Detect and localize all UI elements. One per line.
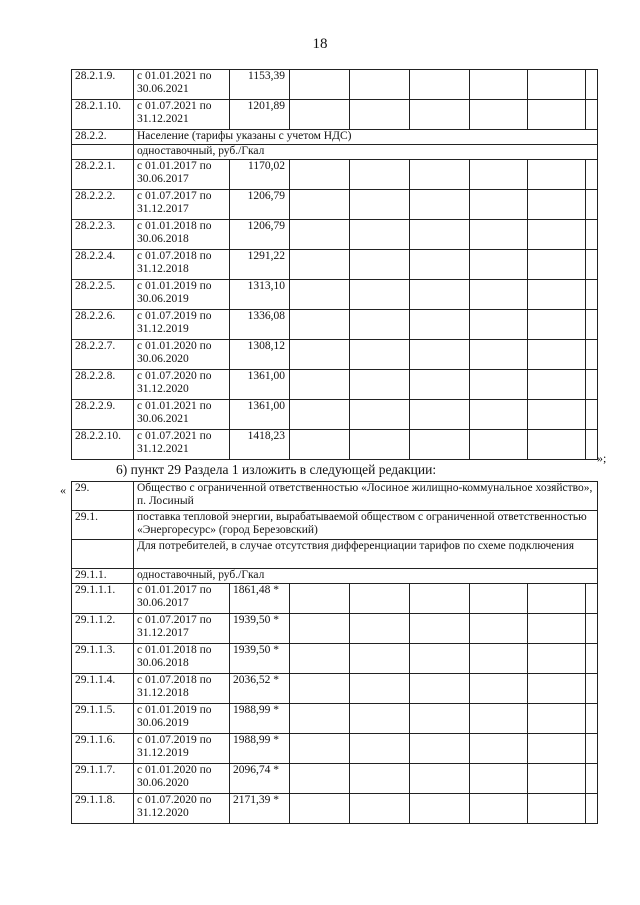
empty-cell: [528, 674, 586, 704]
empty-cell: [470, 250, 528, 280]
period-cell: с 01.01.2018 по 30.06.2018: [134, 220, 230, 250]
empty-cell: [350, 310, 410, 340]
empty-cell: [470, 190, 528, 220]
empty-cell: [470, 764, 528, 794]
row-number: 28.2.2.9.: [72, 400, 134, 430]
empty-cell: [410, 614, 470, 644]
empty-cell: [586, 160, 598, 190]
empty-cell: [470, 614, 528, 644]
tariff-value: 1988,99 *: [230, 734, 290, 764]
table-row: [72, 145, 598, 160]
tariff-value: 1153,39: [230, 70, 290, 100]
period-cell: с 01.01.2020 по 30.06.2020: [134, 764, 230, 794]
empty-cell: [410, 310, 470, 340]
empty-cell: [528, 340, 586, 370]
empty-cell: [470, 430, 528, 460]
tariff-value: 1291,22: [230, 250, 290, 280]
empty-cell: [586, 614, 598, 644]
table-row: [72, 704, 598, 734]
empty-cell: [470, 734, 528, 764]
empty-cell: [410, 220, 470, 250]
row-number: 29.1.1.5.: [72, 704, 134, 734]
period-cell: с 01.01.2021 по 30.06.2021: [134, 70, 230, 100]
empty-cell: [350, 614, 410, 644]
row-number: 29.1.1.8.: [72, 794, 134, 824]
empty-cell: [290, 644, 350, 674]
empty-cell: [410, 100, 470, 130]
row-description: Для потребителей, в случае отсутствия дифференциации тарифов по схеме подключения: [134, 540, 598, 569]
empty-cell: [528, 70, 586, 100]
empty-cell: [586, 250, 598, 280]
empty-cell: [586, 310, 598, 340]
tariff-value: 1939,50 *: [230, 644, 290, 674]
tariff-value: 1170,02: [230, 160, 290, 190]
section-heading: 6) пункт 29 Раздела 1 изложить в следующей редакции:: [116, 462, 437, 477]
empty-cell: [350, 400, 410, 430]
empty-cell: [528, 370, 586, 400]
empty-cell: [586, 340, 598, 370]
empty-cell: [410, 160, 470, 190]
empty-cell: [290, 280, 350, 310]
empty-cell: [350, 704, 410, 734]
table-row: [72, 100, 598, 130]
empty-cell: [470, 340, 528, 370]
table-row: [72, 614, 598, 644]
empty-cell: [290, 734, 350, 764]
period-cell: с 01.07.2020 по 31.12.2020: [134, 370, 230, 400]
empty-cell: [350, 100, 410, 130]
empty-cell: [350, 430, 410, 460]
tariff-value: 1418,23: [230, 430, 290, 460]
row-description: Население (тарифы указаны с учетом НДС): [134, 130, 598, 145]
row-description: поставка тепловой энергии, вырабатываемой обществом с ограниченной ответственностью «Энергоресурс» (город Березовский): [134, 511, 598, 540]
tariff-value: 1988,99 *: [230, 704, 290, 734]
table-row: [72, 250, 598, 280]
empty-cell: [350, 644, 410, 674]
row-number: [72, 145, 134, 160]
tariff-value: 1313,10: [230, 280, 290, 310]
table-row: [72, 482, 598, 511]
row-number: 29.1.: [72, 511, 134, 540]
row-number: 29.1.1.7.: [72, 764, 134, 794]
empty-cell: [410, 644, 470, 674]
page-number: 18: [312, 36, 328, 52]
empty-cell: [410, 70, 470, 100]
empty-cell: [586, 794, 598, 824]
period-cell: с 01.01.2017 по 30.06.2017: [134, 584, 230, 614]
period-cell: с 01.07.2018 по 31.12.2018: [134, 250, 230, 280]
empty-cell: [470, 370, 528, 400]
table-row: [72, 584, 598, 614]
empty-cell: [586, 674, 598, 704]
empty-cell: [586, 400, 598, 430]
table-row: [72, 310, 598, 340]
empty-cell: [410, 794, 470, 824]
table-row: [72, 794, 598, 824]
row-number: 28.2.2.5.: [72, 280, 134, 310]
empty-cell: [290, 794, 350, 824]
empty-cell: [470, 70, 528, 100]
row-description: одноставочный, руб./Гкал: [134, 145, 598, 160]
empty-cell: [290, 430, 350, 460]
row-number: 28.2.1.10.: [72, 100, 134, 130]
period-cell: с 01.07.2019 по 31.12.2019: [134, 734, 230, 764]
empty-cell: [350, 794, 410, 824]
empty-cell: [350, 160, 410, 190]
tariff-value: 1206,79: [230, 190, 290, 220]
period-cell: с 01.01.2017 по 30.06.2017: [134, 160, 230, 190]
table-row: [72, 280, 598, 310]
empty-cell: [586, 704, 598, 734]
empty-cell: [290, 340, 350, 370]
empty-cell: [470, 704, 528, 734]
empty-cell: [528, 190, 586, 220]
empty-cell: [350, 674, 410, 704]
tariff-value: 1861,48 *: [230, 584, 290, 614]
tariff-value: 1308,12: [230, 340, 290, 370]
table-row: [72, 569, 598, 584]
table-row: [72, 370, 598, 400]
opening-quote-mark: «: [60, 483, 66, 497]
period-cell: с 01.01.2018 по 30.06.2018: [134, 644, 230, 674]
empty-cell: [470, 794, 528, 824]
empty-cell: [410, 734, 470, 764]
empty-cell: [470, 280, 528, 310]
empty-cell: [290, 160, 350, 190]
empty-cell: [290, 220, 350, 250]
tariff-table-29: [71, 481, 598, 824]
empty-cell: [470, 584, 528, 614]
empty-cell: [528, 220, 586, 250]
row-number: 29.: [72, 482, 134, 511]
empty-cell: [410, 584, 470, 614]
empty-cell: [470, 674, 528, 704]
tariff-value: 2096,74 *: [230, 764, 290, 794]
table-row: [72, 70, 598, 100]
period-cell: с 01.07.2017 по 31.12.2017: [134, 190, 230, 220]
empty-cell: [410, 370, 470, 400]
empty-cell: [290, 100, 350, 130]
empty-cell: [290, 250, 350, 280]
empty-cell: [410, 704, 470, 734]
empty-cell: [290, 614, 350, 644]
row-number: 28.2.2.6.: [72, 310, 134, 340]
empty-cell: [410, 340, 470, 370]
tariff-value: 2171,39 *: [230, 794, 290, 824]
empty-cell: [470, 400, 528, 430]
empty-cell: [528, 614, 586, 644]
table-row: [72, 130, 598, 145]
empty-cell: [586, 644, 598, 674]
empty-cell: [528, 310, 586, 340]
row-number: 29.1.1.6.: [72, 734, 134, 764]
period-cell: с 01.07.2021 по 31.12.2021: [134, 100, 230, 130]
empty-cell: [350, 250, 410, 280]
table-row: [72, 190, 598, 220]
empty-cell: [470, 310, 528, 340]
table-row: [72, 160, 598, 190]
empty-cell: [290, 704, 350, 734]
empty-cell: [290, 674, 350, 704]
empty-cell: [528, 280, 586, 310]
tariff-value: 1939,50 *: [230, 614, 290, 644]
empty-cell: [586, 584, 598, 614]
empty-cell: [410, 764, 470, 794]
closing-quote-mark: »;: [597, 451, 607, 465]
empty-cell: [528, 644, 586, 674]
table-row: [72, 674, 598, 704]
period-cell: с 01.01.2019 по 30.06.2019: [134, 704, 230, 734]
empty-cell: [586, 280, 598, 310]
empty-cell: [410, 280, 470, 310]
empty-cell: [410, 674, 470, 704]
row-number: [72, 540, 134, 569]
row-number: 29.1.1.2.: [72, 614, 134, 644]
empty-cell: [586, 100, 598, 130]
table-row: [72, 220, 598, 250]
row-number: 29.1.1.4.: [72, 674, 134, 704]
empty-cell: [528, 764, 586, 794]
empty-cell: [470, 220, 528, 250]
period-cell: с 01.07.2021 по 31.12.2021: [134, 430, 230, 460]
table-row: [72, 540, 598, 569]
period-cell: с 01.01.2019 по 30.06.2019: [134, 280, 230, 310]
empty-cell: [290, 70, 350, 100]
tariff-value: 2036,52 *: [230, 674, 290, 704]
table-row: [72, 644, 598, 674]
empty-cell: [290, 400, 350, 430]
row-number: 28.2.2.10.: [72, 430, 134, 460]
empty-cell: [350, 340, 410, 370]
row-number: 28.2.1.9.: [72, 70, 134, 100]
period-cell: с 01.07.2020 по 31.12.2020: [134, 794, 230, 824]
empty-cell: [470, 100, 528, 130]
empty-cell: [528, 100, 586, 130]
period-cell: с 01.01.2020 по 30.06.2020: [134, 340, 230, 370]
tariff-value: 1361,00: [230, 400, 290, 430]
empty-cell: [586, 764, 598, 794]
period-cell: с 01.07.2017 по 31.12.2017: [134, 614, 230, 644]
row-number: 28.2.2.8.: [72, 370, 134, 400]
empty-cell: [586, 734, 598, 764]
empty-cell: [528, 400, 586, 430]
row-number: 29.1.1.3.: [72, 644, 134, 674]
empty-cell: [350, 70, 410, 100]
empty-cell: [410, 430, 470, 460]
empty-cell: [410, 400, 470, 430]
table-row: [72, 430, 598, 460]
tariff-value: 1201,89: [230, 100, 290, 130]
empty-cell: [350, 370, 410, 400]
empty-cell: [290, 190, 350, 220]
empty-cell: [350, 190, 410, 220]
row-number: 28.2.2.1.: [72, 160, 134, 190]
table-row: [72, 340, 598, 370]
table-row: [72, 734, 598, 764]
empty-cell: [350, 280, 410, 310]
empty-cell: [528, 704, 586, 734]
empty-cell: [350, 734, 410, 764]
empty-cell: [586, 70, 598, 100]
empty-cell: [290, 310, 350, 340]
period-cell: с 01.07.2018 по 31.12.2018: [134, 674, 230, 704]
row-number: 28.2.2.: [72, 130, 134, 145]
row-number: 28.2.2.3.: [72, 220, 134, 250]
table-row: [72, 400, 598, 430]
period-cell: с 01.07.2019 по 31.12.2019: [134, 310, 230, 340]
empty-cell: [410, 190, 470, 220]
empty-cell: [528, 794, 586, 824]
row-description: Общество с ограниченной ответственностью «Лосиное жилищно-коммунальное хозяйство», п. Лосиный: [134, 482, 598, 511]
empty-cell: [528, 430, 586, 460]
empty-cell: [290, 764, 350, 794]
row-number: 28.2.2.2.: [72, 190, 134, 220]
empty-cell: [350, 220, 410, 250]
empty-cell: [528, 734, 586, 764]
row-number: 29.1.1.1.: [72, 584, 134, 614]
tariff-value: 1206,79: [230, 220, 290, 250]
empty-cell: [350, 584, 410, 614]
empty-cell: [586, 220, 598, 250]
row-number: 28.2.2.7.: [72, 340, 134, 370]
tariff-value: 1336,08: [230, 310, 290, 340]
period-cell: с 01.01.2021 по 30.06.2021: [134, 400, 230, 430]
empty-cell: [586, 190, 598, 220]
empty-cell: [350, 764, 410, 794]
empty-cell: [586, 430, 598, 460]
empty-cell: [528, 584, 586, 614]
empty-cell: [586, 370, 598, 400]
table-row: [72, 511, 598, 540]
table-row: [72, 764, 598, 794]
row-number: 29.1.1.: [72, 569, 134, 584]
empty-cell: [290, 584, 350, 614]
row-number: 28.2.2.4.: [72, 250, 134, 280]
empty-cell: [470, 644, 528, 674]
empty-cell: [410, 250, 470, 280]
empty-cell: [528, 160, 586, 190]
empty-cell: [290, 370, 350, 400]
empty-cell: [528, 250, 586, 280]
row-description: одноставочный, руб./Гкал: [134, 569, 598, 584]
tariff-value: 1361,00: [230, 370, 290, 400]
tariff-table-28: [71, 69, 598, 460]
empty-cell: [470, 160, 528, 190]
